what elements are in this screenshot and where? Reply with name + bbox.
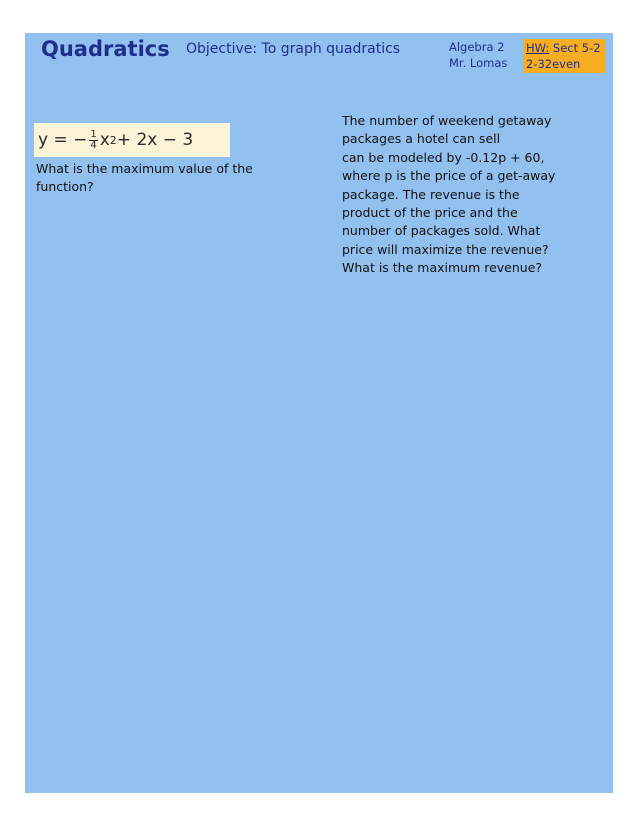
problem-2-line: What is the maximum revenue? [342, 260, 543, 276]
problem-2-line: number of packages sold. What [342, 223, 541, 239]
homework-line-2: 2-32even [526, 57, 581, 71]
fraction-denominator: 4 [90, 139, 97, 151]
equation-image [34, 123, 230, 157]
problem-2-line: product of the price and the [342, 205, 518, 221]
equation-exponent: 2 [109, 133, 117, 147]
problem-1-question: What is the maximum value of the function? [36, 161, 253, 194]
equation-variable: x [99, 130, 110, 150]
equation-fraction [89, 130, 97, 151]
problem-2-line: can be modeled by -0.12p + 60, [342, 149, 545, 165]
fraction-numerator: 1 [90, 128, 97, 140]
homework-badge [523, 39, 605, 73]
problem-2-line: where p is the price of a get-away [342, 168, 556, 184]
problem-2-line: price will maximize the revenue? [342, 241, 549, 257]
teacher-name: Mr. Lomas [449, 56, 508, 70]
page-title: Quadratics [41, 37, 170, 61]
problem-2-line: The number of weekend getaway [342, 113, 552, 128]
homework-line-1 [526, 40, 602, 56]
problem-2-line: packages a hotel can sell [342, 131, 501, 147]
problem-2-line: package. The revenue is the [342, 186, 520, 202]
problem-2-text [342, 112, 592, 278]
homework-section: Sect 5-2 [549, 41, 601, 55]
equation-lhs: y = − [38, 130, 88, 150]
course-info [449, 39, 507, 71]
objective-text: Objective: To graph quadratics [186, 41, 401, 57]
course-name: Algebra 2 [449, 40, 505, 54]
homework-label: HW: [526, 41, 550, 55]
equation-rest: + 2x − 3 [116, 130, 194, 150]
slide [25, 33, 613, 793]
